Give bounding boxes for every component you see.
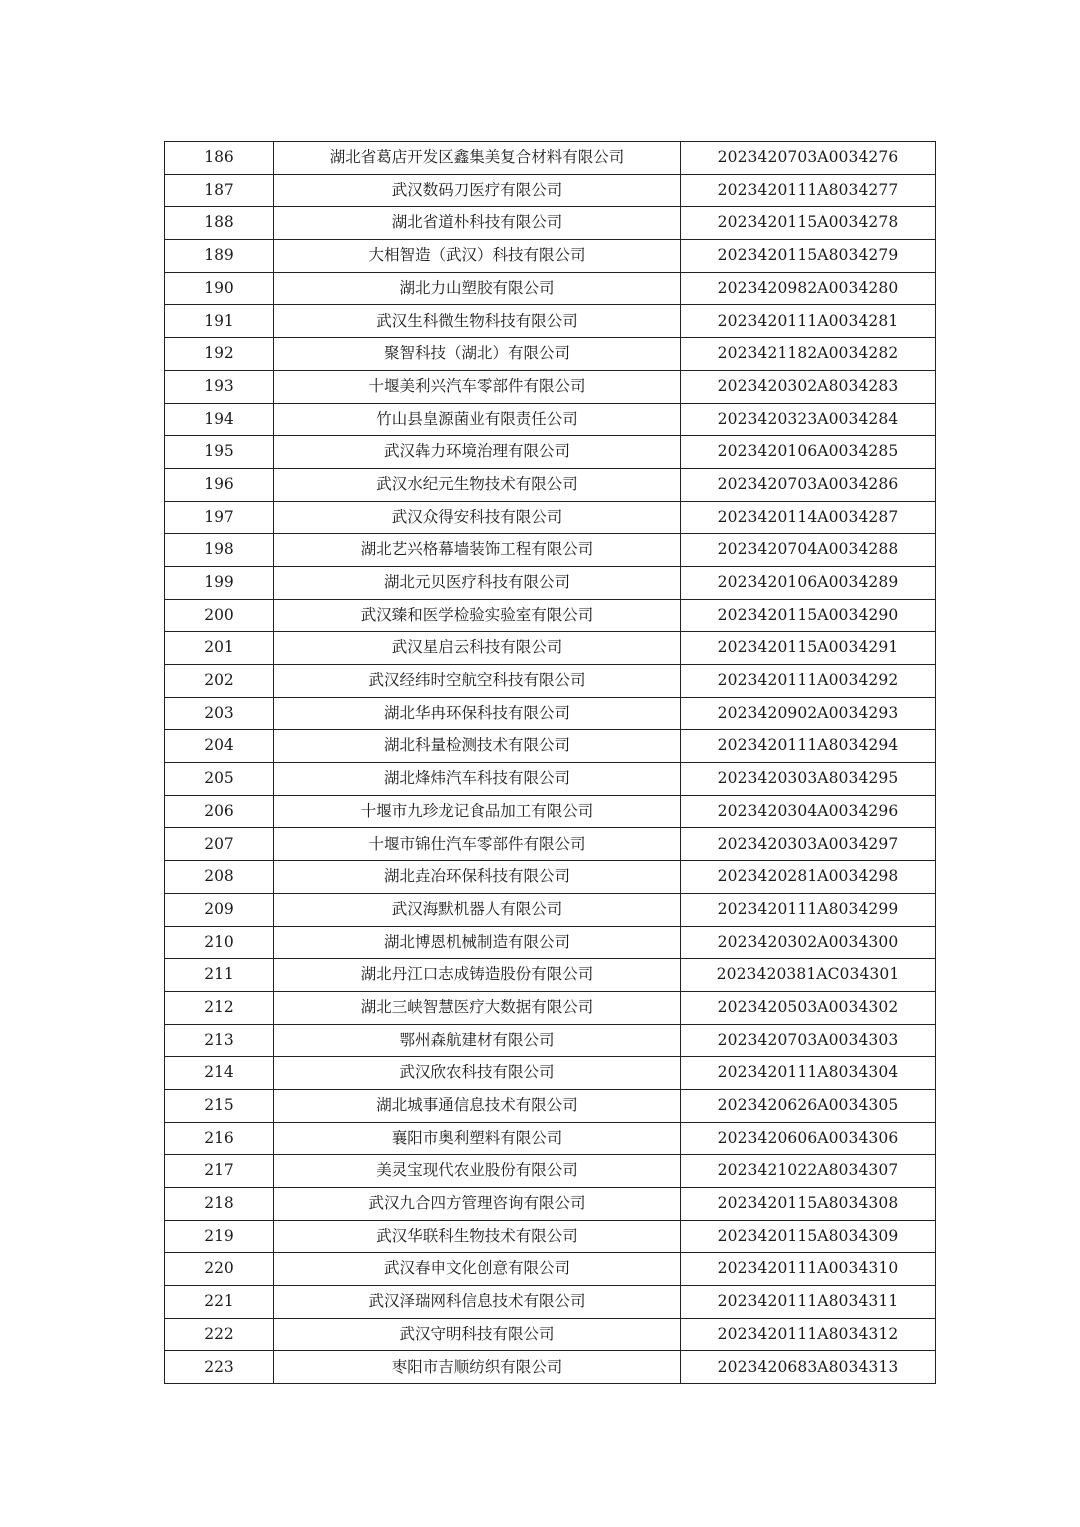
row-number-cell: 219: [165, 1220, 274, 1253]
registration-code-cell: 2023420111A0034292: [681, 665, 936, 698]
company-name-cell: 武汉经纬时空航空科技有限公司: [274, 665, 681, 698]
registration-code-cell: 2023420281A0034298: [681, 861, 936, 894]
table-row: [165, 305, 936, 338]
table-row: [165, 1286, 936, 1319]
table-row: [165, 1089, 936, 1122]
company-name-cell: 武汉欣农科技有限公司: [274, 1057, 681, 1090]
table-row: [165, 436, 936, 469]
registration-code-cell: 2023420111A8034299: [681, 893, 936, 926]
company-name-cell: 武汉海默机器人有限公司: [274, 893, 681, 926]
registration-code-cell: 2023420303A8034295: [681, 763, 936, 796]
row-number-cell: 216: [165, 1122, 274, 1155]
table-row: [165, 697, 936, 730]
company-name-cell: 武汉臻和医学检验实验室有限公司: [274, 599, 681, 632]
company-name-cell: 湖北省葛店开发区鑫集美复合材料有限公司: [274, 142, 681, 175]
table-row: [165, 272, 936, 305]
registration-code-cell: 2023420111A8034311: [681, 1286, 936, 1319]
company-name-cell: 湖北科量检测技术有限公司: [274, 730, 681, 763]
registration-code-cell: 2023420111A8034304: [681, 1057, 936, 1090]
table-row: [165, 1024, 936, 1057]
company-name-cell: 湖北元贝医疗科技有限公司: [274, 566, 681, 599]
row-number-cell: 190: [165, 272, 274, 305]
table-row: [165, 207, 936, 240]
table-row: [165, 893, 936, 926]
row-number-cell: 197: [165, 501, 274, 534]
table-row: [165, 468, 936, 501]
row-number-cell: 211: [165, 959, 274, 992]
table-row: [165, 730, 936, 763]
row-number-cell: 198: [165, 534, 274, 567]
registration-code-cell: 2023420902A0034293: [681, 697, 936, 730]
company-name-cell: 武汉九合四方管理咨询有限公司: [274, 1188, 681, 1221]
table-row: [165, 1351, 936, 1384]
registration-code-cell: 2023420606A0034306: [681, 1122, 936, 1155]
table-row: [165, 959, 936, 992]
table-row: [165, 1155, 936, 1188]
table-row: [165, 665, 936, 698]
row-number-cell: 212: [165, 991, 274, 1024]
row-number-cell: 220: [165, 1253, 274, 1286]
table-row: [165, 174, 936, 207]
registration-code-cell: 2023420626A0034305: [681, 1089, 936, 1122]
row-number-cell: 204: [165, 730, 274, 763]
table-row: [165, 1318, 936, 1351]
row-number-cell: 186: [165, 142, 274, 175]
row-number-cell: 223: [165, 1351, 274, 1384]
row-number-cell: 202: [165, 665, 274, 698]
registration-code-cell: 2023420115A0034291: [681, 632, 936, 665]
registration-code-cell: 2023420503A0034302: [681, 991, 936, 1024]
row-number-cell: 218: [165, 1188, 274, 1221]
row-number-cell: 195: [165, 436, 274, 469]
registration-code-cell: 2023420114A0034287: [681, 501, 936, 534]
registration-code-cell: 2023420304A0034296: [681, 795, 936, 828]
company-name-cell: 聚智科技（湖北）有限公司: [274, 338, 681, 371]
company-name-cell: 武汉数码刀医疗有限公司: [274, 174, 681, 207]
table-row: [165, 403, 936, 436]
row-number-cell: 187: [165, 174, 274, 207]
table-row: [165, 338, 936, 371]
row-number-cell: 208: [165, 861, 274, 894]
table-body: [165, 142, 936, 1384]
registration-code-cell: 2023420115A8034279: [681, 240, 936, 273]
registration-code-cell: 2023420111A0034310: [681, 1253, 936, 1286]
company-name-cell: 武汉春申文化创意有限公司: [274, 1253, 681, 1286]
company-name-cell: 十堰市九珍龙记食品加工有限公司: [274, 795, 681, 828]
table-row: [165, 795, 936, 828]
table-row: [165, 1122, 936, 1155]
company-name-cell: 湖北城事通信息技术有限公司: [274, 1089, 681, 1122]
registration-code-cell: 2023420115A0034290: [681, 599, 936, 632]
row-number-cell: 210: [165, 926, 274, 959]
row-number-cell: 217: [165, 1155, 274, 1188]
company-name-cell: 武汉星启云科技有限公司: [274, 632, 681, 665]
company-name-cell: 鄂州森航建材有限公司: [274, 1024, 681, 1057]
company-name-cell: 枣阳市吉顺纺织有限公司: [274, 1351, 681, 1384]
company-name-cell: 湖北艺兴格幕墙装饰工程有限公司: [274, 534, 681, 567]
registration-code-cell: 2023420106A0034289: [681, 566, 936, 599]
table-row: [165, 1188, 936, 1221]
row-number-cell: 191: [165, 305, 274, 338]
registration-code-cell: 2023421182A0034282: [681, 338, 936, 371]
table-row: [165, 142, 936, 175]
company-name-cell: 大相智造（武汉）科技有限公司: [274, 240, 681, 273]
row-number-cell: 193: [165, 370, 274, 403]
table-row: [165, 763, 936, 796]
row-number-cell: 203: [165, 697, 274, 730]
registration-code-cell: 2023420982A0034280: [681, 272, 936, 305]
registration-code-cell: 2023420704A0034288: [681, 534, 936, 567]
registration-code-cell: 2023420323A0034284: [681, 403, 936, 436]
company-name-cell: 竹山县皇源菌业有限责任公司: [274, 403, 681, 436]
registration-code-cell: 2023420115A0034278: [681, 207, 936, 240]
company-name-cell: 湖北博恩机械制造有限公司: [274, 926, 681, 959]
company-name-cell: 十堰市锦仕汽车零部件有限公司: [274, 828, 681, 861]
registration-code-cell: 2023420703A0034303: [681, 1024, 936, 1057]
registration-code-cell: 2023420115A8034309: [681, 1220, 936, 1253]
company-name-cell: 美灵宝现代农业股份有限公司: [274, 1155, 681, 1188]
company-name-cell: 湖北三峡智慧医疗大数据有限公司: [274, 991, 681, 1024]
table-row: [165, 1057, 936, 1090]
company-name-cell: 襄阳市奥利塑料有限公司: [274, 1122, 681, 1155]
registration-code-cell: 2023420111A8034277: [681, 174, 936, 207]
company-name-cell: 湖北垚冶环保科技有限公司: [274, 861, 681, 894]
table-row: [165, 566, 936, 599]
company-name-cell: 湖北华冉环保科技有限公司: [274, 697, 681, 730]
row-number-cell: 213: [165, 1024, 274, 1057]
company-name-cell: 湖北省道朴科技有限公司: [274, 207, 681, 240]
company-name-cell: 湖北丹江口志成铸造股份有限公司: [274, 959, 681, 992]
registration-code-cell: 2023420703A0034286: [681, 468, 936, 501]
row-number-cell: 201: [165, 632, 274, 665]
row-number-cell: 192: [165, 338, 274, 371]
company-name-cell: 武汉生科微生物科技有限公司: [274, 305, 681, 338]
row-number-cell: 188: [165, 207, 274, 240]
table-row: [165, 632, 936, 665]
table-row: [165, 534, 936, 567]
registration-code-cell: 2023420302A0034300: [681, 926, 936, 959]
table-row: [165, 828, 936, 861]
registration-code-cell: 2023420111A8034294: [681, 730, 936, 763]
registration-code-cell: 2023420106A0034285: [681, 436, 936, 469]
row-number-cell: 189: [165, 240, 274, 273]
company-name-cell: 十堰美利兴汽车零部件有限公司: [274, 370, 681, 403]
registration-code-cell: 2023420381AC034301: [681, 959, 936, 992]
company-name-cell: 湖北烽炜汽车科技有限公司: [274, 763, 681, 796]
table-row: [165, 240, 936, 273]
row-number-cell: 209: [165, 893, 274, 926]
registration-code-cell: 2023420302A8034283: [681, 370, 936, 403]
registration-code-cell: 2023420303A0034297: [681, 828, 936, 861]
company-name-cell: 武汉泽瑞网科信息技术有限公司: [274, 1286, 681, 1319]
company-name-cell: 武汉华联科生物技术有限公司: [274, 1220, 681, 1253]
registration-code-cell: 2023420111A8034312: [681, 1318, 936, 1351]
company-name-cell: 湖北力山塑胶有限公司: [274, 272, 681, 305]
company-name-cell: 武汉犇力环境治理有限公司: [274, 436, 681, 469]
row-number-cell: 196: [165, 468, 274, 501]
company-name-cell: 武汉众得安科技有限公司: [274, 501, 681, 534]
table-row: [165, 861, 936, 894]
table-row: [165, 926, 936, 959]
table-row: [165, 991, 936, 1024]
row-number-cell: 206: [165, 795, 274, 828]
row-number-cell: 214: [165, 1057, 274, 1090]
row-number-cell: 222: [165, 1318, 274, 1351]
company-name-cell: 武汉水纪元生物技术有限公司: [274, 468, 681, 501]
row-number-cell: 200: [165, 599, 274, 632]
row-number-cell: 215: [165, 1089, 274, 1122]
registration-code-cell: 2023420115A8034308: [681, 1188, 936, 1221]
row-number-cell: 221: [165, 1286, 274, 1319]
registration-code-cell: 2023420683A8034313: [681, 1351, 936, 1384]
registration-code-cell: 2023420111A0034281: [681, 305, 936, 338]
row-number-cell: 199: [165, 566, 274, 599]
table-row: [165, 370, 936, 403]
registration-code-cell: 2023420703A0034276: [681, 142, 936, 175]
row-number-cell: 194: [165, 403, 274, 436]
company-name-cell: 武汉守明科技有限公司: [274, 1318, 681, 1351]
row-number-cell: 205: [165, 763, 274, 796]
table-row: [165, 599, 936, 632]
table-row: [165, 501, 936, 534]
row-number-cell: 207: [165, 828, 274, 861]
table-row: [165, 1253, 936, 1286]
company-list-table: [164, 141, 936, 1384]
table-row: [165, 1220, 936, 1253]
registration-code-cell: 2023421022A8034307: [681, 1155, 936, 1188]
